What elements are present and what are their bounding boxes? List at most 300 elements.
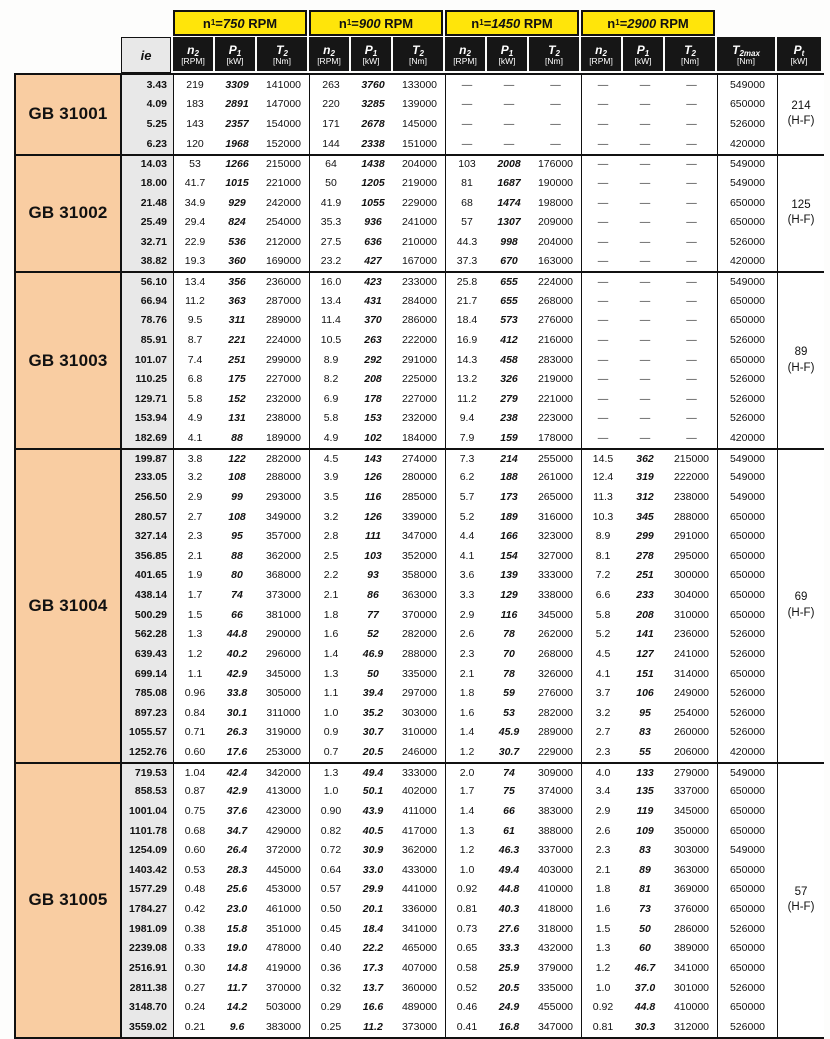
n2-value: 0.81	[582, 1017, 624, 1037]
p1-value: 233	[624, 585, 666, 605]
n2-value: 4.1	[174, 428, 216, 448]
t2-value: 154000	[258, 114, 310, 134]
p1-value: 88	[216, 546, 258, 566]
n2-value: 1.4	[446, 801, 488, 821]
p1-value: 83	[624, 840, 666, 860]
p1-value: 141	[624, 625, 666, 645]
n2-value: 1.2	[446, 742, 488, 762]
p1-value: 33.8	[216, 683, 258, 703]
t2max-value: 650000	[718, 546, 778, 566]
p1-value: 20.5	[352, 742, 394, 762]
p1-value: 151	[624, 664, 666, 684]
t2-value: 204000	[530, 232, 582, 252]
group-label: GB 31001	[16, 75, 122, 154]
p1-value: 30.7	[352, 723, 394, 743]
n2-value: —	[582, 75, 624, 95]
t2-value: 216000	[530, 330, 582, 350]
ie-value: 6.23	[122, 134, 174, 154]
p1-value: —	[624, 75, 666, 95]
t2-value: 255000	[530, 448, 582, 468]
t2-value: 210000	[394, 232, 446, 252]
p1-value: 2891	[216, 95, 258, 115]
t2-value: 233000	[394, 271, 446, 291]
n2-value: 4.4	[446, 526, 488, 546]
table-body	[14, 73, 824, 1039]
n2-value: 41.9	[310, 193, 352, 213]
t2-value: 478000	[258, 939, 310, 959]
t2-value: —	[666, 212, 718, 232]
t2max-value: 526000	[718, 232, 778, 252]
n2-value: 8.9	[310, 350, 352, 370]
t2-value: 453000	[258, 880, 310, 900]
n2-value: 2.3	[174, 526, 216, 546]
t2-value: 232000	[394, 409, 446, 429]
t2-value: 413000	[258, 782, 310, 802]
p1-value: 103	[352, 546, 394, 566]
t2-value: 338000	[530, 585, 582, 605]
p1-value: 412	[488, 330, 530, 350]
ie-value: 1403.42	[122, 860, 174, 880]
t2-value: —	[666, 291, 718, 311]
t2-value: 282000	[530, 703, 582, 723]
t2-value: 305000	[258, 683, 310, 703]
t2-value: 316000	[530, 507, 582, 527]
t2max-value: 650000	[718, 350, 778, 370]
p1-value: 670	[488, 252, 530, 272]
t2max-value: 650000	[718, 291, 778, 311]
t2-value: 402000	[394, 782, 446, 802]
p1-value: 42.9	[216, 782, 258, 802]
t2-value: 503000	[258, 997, 310, 1017]
n2-value: 0.21	[174, 1017, 216, 1037]
n2-value: 0.84	[174, 703, 216, 723]
p1-value: 1266	[216, 154, 258, 174]
t2-value: 227000	[394, 389, 446, 409]
p1-value: 188	[488, 468, 530, 488]
n2-value: 8.1	[582, 546, 624, 566]
t2-value: 349000	[258, 507, 310, 527]
t2-value: —	[666, 75, 718, 95]
n2-value: —	[582, 173, 624, 193]
n2-value: 41.7	[174, 173, 216, 193]
t2-value: 368000	[258, 566, 310, 586]
p1-value: 29.9	[352, 880, 394, 900]
p1-value: 3760	[352, 75, 394, 95]
pt-value	[778, 448, 824, 762]
ie-value: 897.23	[122, 703, 174, 723]
p1-value: 16.6	[352, 997, 394, 1017]
n2-value: 0.92	[446, 880, 488, 900]
n2-value: 2.2	[310, 566, 352, 586]
t2-value: 336000	[394, 899, 446, 919]
n2-value: 0.36	[310, 958, 352, 978]
t2-value: 327000	[530, 546, 582, 566]
n2-value: 2.1	[174, 546, 216, 566]
speed-header-1450rpm: n 1 = 1450 RPM	[445, 10, 579, 36]
p1-value: 1687	[488, 173, 530, 193]
n2-value: 0.46	[446, 997, 488, 1017]
n2-value: 8.7	[174, 330, 216, 350]
n2-value: 0.52	[446, 978, 488, 998]
t2-value: 282000	[258, 448, 310, 468]
t2-value: 282000	[394, 625, 446, 645]
p1-value: —	[624, 271, 666, 291]
p1-value: 86	[352, 585, 394, 605]
n2-value: —	[582, 389, 624, 409]
n2-value: 11.2	[446, 389, 488, 409]
t2-value: 337000	[530, 840, 582, 860]
p1-value: 345	[624, 507, 666, 527]
t2-value: 254000	[666, 703, 718, 723]
t2-value: 418000	[530, 899, 582, 919]
p1-value: 2338	[352, 134, 394, 154]
t2-value: 190000	[530, 173, 582, 193]
t2max-value: 650000	[718, 585, 778, 605]
p1-value: 133	[624, 762, 666, 782]
t2-value: 152000	[258, 134, 310, 154]
t2-value: 376000	[666, 899, 718, 919]
n2-value: 27.5	[310, 232, 352, 252]
n2-value: 5.8	[582, 605, 624, 625]
t2-value: 310000	[666, 605, 718, 625]
n2-value: 18.4	[446, 311, 488, 331]
t2-value: 383000	[530, 801, 582, 821]
n2-value: 3.4	[582, 782, 624, 802]
t2-value: 381000	[258, 605, 310, 625]
t2-value: 291000	[666, 526, 718, 546]
p1-value: 52	[352, 625, 394, 645]
group-label: GB 31005	[16, 762, 122, 1037]
n2-value: 0.53	[174, 860, 216, 880]
n2-value: 68	[446, 193, 488, 213]
p1-value: 28.3	[216, 860, 258, 880]
n2-value: 0.7	[310, 742, 352, 762]
p1-value: 53	[488, 703, 530, 723]
t2-value: 297000	[394, 683, 446, 703]
n2-value: 16.9	[446, 330, 488, 350]
t2-column-header: $T_2$ [Nm]	[257, 37, 307, 71]
t2-value: —	[530, 114, 582, 134]
n2-value: 19.3	[174, 252, 216, 272]
p1-value: 1205	[352, 173, 394, 193]
t2-value: 224000	[258, 330, 310, 350]
t2-value: 389000	[666, 939, 718, 959]
p1-value: 73	[624, 899, 666, 919]
speed-header-2900rpm: n 1 = 2900 RPM	[581, 10, 715, 36]
t2-value: 167000	[394, 252, 446, 272]
t2-value: 350000	[666, 821, 718, 841]
p1-value: 74	[488, 762, 530, 782]
t2max-value: 420000	[718, 742, 778, 762]
t2-value: 290000	[258, 625, 310, 645]
p1-value: —	[624, 350, 666, 370]
t2-value: 341000	[394, 919, 446, 939]
t2-value: 265000	[530, 487, 582, 507]
p1-value: 208	[352, 369, 394, 389]
ie-value: 562.28	[122, 625, 174, 645]
n2-value: 0.58	[446, 958, 488, 978]
p1-value: 46.9	[352, 644, 394, 664]
p1-value: —	[488, 114, 530, 134]
n2-value: 1.2	[174, 644, 216, 664]
ie-value: 639.43	[122, 644, 174, 664]
ie-value: 66.94	[122, 291, 174, 311]
p1-value: 208	[624, 605, 666, 625]
t2max-value: 549000	[718, 75, 778, 95]
p1-value: 251	[624, 566, 666, 586]
p1-value: 44.8	[488, 880, 530, 900]
t2-value: 268000	[530, 644, 582, 664]
n2-value: 171	[310, 114, 352, 134]
n2-value: 0.38	[174, 919, 216, 939]
n2-value: 21.7	[446, 291, 488, 311]
p1-value: 17.6	[216, 742, 258, 762]
n2-value: 5.2	[446, 507, 488, 527]
ie-value: 699.14	[122, 664, 174, 684]
n2-value: 0.25	[310, 1017, 352, 1037]
n2-value: 3.3	[446, 585, 488, 605]
p1-value: 44.8	[216, 625, 258, 645]
t2-column-header: $T_2$ [Nm]	[529, 37, 579, 71]
p1-value: 936	[352, 212, 394, 232]
p1-value: 40.2	[216, 644, 258, 664]
t2-value: 489000	[394, 997, 446, 1017]
p1-value: 24.9	[488, 997, 530, 1017]
t2-column-header: $T_2$ [Nm]	[665, 37, 715, 71]
t2-value: —	[666, 114, 718, 134]
t2max-value: 420000	[718, 428, 778, 448]
t2max-value: 526000	[718, 409, 778, 429]
t2-value: 299000	[258, 350, 310, 370]
ie-value: 78.76	[122, 311, 174, 331]
ie-value: 401.65	[122, 566, 174, 586]
n2-value: —	[446, 95, 488, 115]
t2-value: —	[666, 350, 718, 370]
t2-value: 410000	[666, 997, 718, 1017]
t2-value: 254000	[258, 212, 310, 232]
p1-value: 95	[216, 526, 258, 546]
t2-value: 432000	[530, 939, 582, 959]
t2-value: 284000	[394, 291, 446, 311]
p1-value: 20.5	[488, 978, 530, 998]
ie-value: 1055.57	[122, 723, 174, 743]
p1-value: 81	[624, 880, 666, 900]
p1-value: 139	[488, 566, 530, 586]
n2-value: 8.9	[582, 526, 624, 546]
t2max-value: 650000	[718, 605, 778, 625]
p1-value: 49.4	[352, 762, 394, 782]
t2-value: 184000	[394, 428, 446, 448]
p1-value: 1015	[216, 173, 258, 193]
ie-value: 1784.27	[122, 899, 174, 919]
n2-value: 0.9	[310, 723, 352, 743]
t2max-value: 549000	[718, 271, 778, 291]
n2-value: —	[446, 134, 488, 154]
p1-value: 40.5	[352, 821, 394, 841]
t2-value: 410000	[530, 880, 582, 900]
p1-value: —	[624, 291, 666, 311]
t2max-column-header: $T_{2max}$ [Nm]	[717, 37, 775, 71]
n2-value: —	[582, 291, 624, 311]
t2-value: 280000	[394, 468, 446, 488]
p1-value: 17.3	[352, 958, 394, 978]
n2-value: —	[582, 114, 624, 134]
t2-value: 189000	[258, 428, 310, 448]
n2-value: 219	[174, 75, 216, 95]
p1-value: 129	[488, 585, 530, 605]
t2-value: 225000	[394, 369, 446, 389]
pt-column-header: $P_t$ [kW]	[777, 37, 821, 71]
t2max-value: 650000	[718, 566, 778, 586]
t2-value: 411000	[394, 801, 446, 821]
t2-value: 369000	[666, 880, 718, 900]
t2-value: 357000	[258, 526, 310, 546]
p1-value: 360	[216, 252, 258, 272]
n2-value: 0.40	[310, 939, 352, 959]
ie-value: 1252.76	[122, 742, 174, 762]
n2-value: 1.3	[446, 821, 488, 841]
t2-value: 352000	[394, 546, 446, 566]
t2max-value: 650000	[718, 507, 778, 527]
t2-value: 241000	[394, 212, 446, 232]
t2-value: 383000	[258, 1017, 310, 1037]
t2-value: 289000	[258, 311, 310, 331]
n2-column-header: $n_2$ [RPM]	[581, 37, 621, 71]
p1-value: 42.4	[216, 762, 258, 782]
t2-value: —	[666, 134, 718, 154]
p1-value: 59	[488, 683, 530, 703]
n2-value: 0.60	[174, 840, 216, 860]
n2-value: 2.6	[446, 625, 488, 645]
p1-value: 3285	[352, 95, 394, 115]
t2max-value: 526000	[718, 369, 778, 389]
t2-value: 238000	[666, 487, 718, 507]
t2-value: 285000	[394, 487, 446, 507]
t2-value: 358000	[394, 566, 446, 586]
t2-value: 300000	[666, 566, 718, 586]
ie-value: 858.53	[122, 782, 174, 802]
p1-value: 35.2	[352, 703, 394, 723]
t2-value: 311000	[258, 703, 310, 723]
p1-value: 50.1	[352, 782, 394, 802]
n2-value: 0.42	[174, 899, 216, 919]
t2-value: 141000	[258, 75, 310, 95]
t2-value: 403000	[530, 860, 582, 880]
p1-value: 19.0	[216, 939, 258, 959]
n2-value: 4.1	[446, 546, 488, 566]
p1-value: 362	[624, 448, 666, 468]
n2-value: 10.3	[582, 507, 624, 527]
t2max-value: 650000	[718, 958, 778, 978]
n2-value: 1.8	[446, 683, 488, 703]
n2-value: 8.2	[310, 369, 352, 389]
p1-value: 20.1	[352, 899, 394, 919]
t2-value: 370000	[258, 978, 310, 998]
t2-value: 215000	[258, 154, 310, 174]
p1-value: 78	[488, 625, 530, 645]
n2-value: 0.50	[310, 899, 352, 919]
p1-value: —	[624, 114, 666, 134]
n2-value: 3.2	[582, 703, 624, 723]
p1-value: —	[624, 95, 666, 115]
t2max-value: 526000	[718, 644, 778, 664]
t2-value: 238000	[258, 409, 310, 429]
t2-value: 370000	[394, 605, 446, 625]
t2-value: 288000	[258, 468, 310, 488]
p1-value: 11.2	[352, 1017, 394, 1037]
p1-value: 25.9	[488, 958, 530, 978]
n2-value: 1.8	[310, 605, 352, 625]
p1-value: 263	[352, 330, 394, 350]
n2-value: 5.2	[582, 625, 624, 645]
n2-value: 1.0	[446, 860, 488, 880]
t2-value: 274000	[394, 448, 446, 468]
p1-value: 15.8	[216, 919, 258, 939]
n2-value: 5.7	[446, 487, 488, 507]
t2-value: 276000	[530, 683, 582, 703]
t2max-value: 650000	[718, 860, 778, 880]
p1-value: 26.4	[216, 840, 258, 860]
n2-value: 1.9	[174, 566, 216, 586]
p1-value: 998	[488, 232, 530, 252]
n2-value: 6.6	[582, 585, 624, 605]
t2-value: 151000	[394, 134, 446, 154]
t2max-value: 549000	[718, 468, 778, 488]
t2max-value: 526000	[718, 389, 778, 409]
n2-value: 0.57	[310, 880, 352, 900]
ie-value: 1254.09	[122, 840, 174, 860]
p1-value: 13.7	[352, 978, 394, 998]
t2-value: 241000	[666, 644, 718, 664]
t2max-value: 549000	[718, 448, 778, 468]
t2-value: 139000	[394, 95, 446, 115]
p1-value: 49.4	[488, 860, 530, 880]
t2-value: —	[666, 173, 718, 193]
n2-value: 53	[174, 154, 216, 174]
pt-note: (H-F)	[787, 901, 815, 914]
t2max-value: 526000	[718, 919, 778, 939]
n2-value: 4.5	[582, 644, 624, 664]
p1-value: 46.3	[488, 840, 530, 860]
p1-value: 458	[488, 350, 530, 370]
p1-value: 154	[488, 546, 530, 566]
t2-value: 236000	[258, 271, 310, 291]
p1-value: 106	[624, 683, 666, 703]
p1-value: 131	[216, 409, 258, 429]
n2-column-header: $n_2$ [RPM]	[445, 37, 485, 71]
n2-value: 6.2	[446, 468, 488, 488]
t2-value: 262000	[530, 625, 582, 645]
ie-value: 38.82	[122, 252, 174, 272]
t2max-value: 650000	[718, 526, 778, 546]
n2-value: 0.60	[174, 742, 216, 762]
p1-value: —	[624, 330, 666, 350]
t2max-value: 650000	[718, 193, 778, 213]
p1-value: 78	[488, 664, 530, 684]
t2max-value: 526000	[718, 330, 778, 350]
p1-value: 251	[216, 350, 258, 370]
n2-value: 2.8	[310, 526, 352, 546]
n2-value: 3.2	[310, 507, 352, 527]
n2-value: 1.3	[310, 762, 352, 782]
n2-value: 1.6	[310, 625, 352, 645]
pt-value	[778, 762, 824, 1037]
speed-header-row	[14, 10, 824, 36]
n2-value: 220	[310, 95, 352, 115]
p1-value: 356	[216, 271, 258, 291]
t2-value: —	[666, 330, 718, 350]
t2max-value: 549000	[718, 154, 778, 174]
